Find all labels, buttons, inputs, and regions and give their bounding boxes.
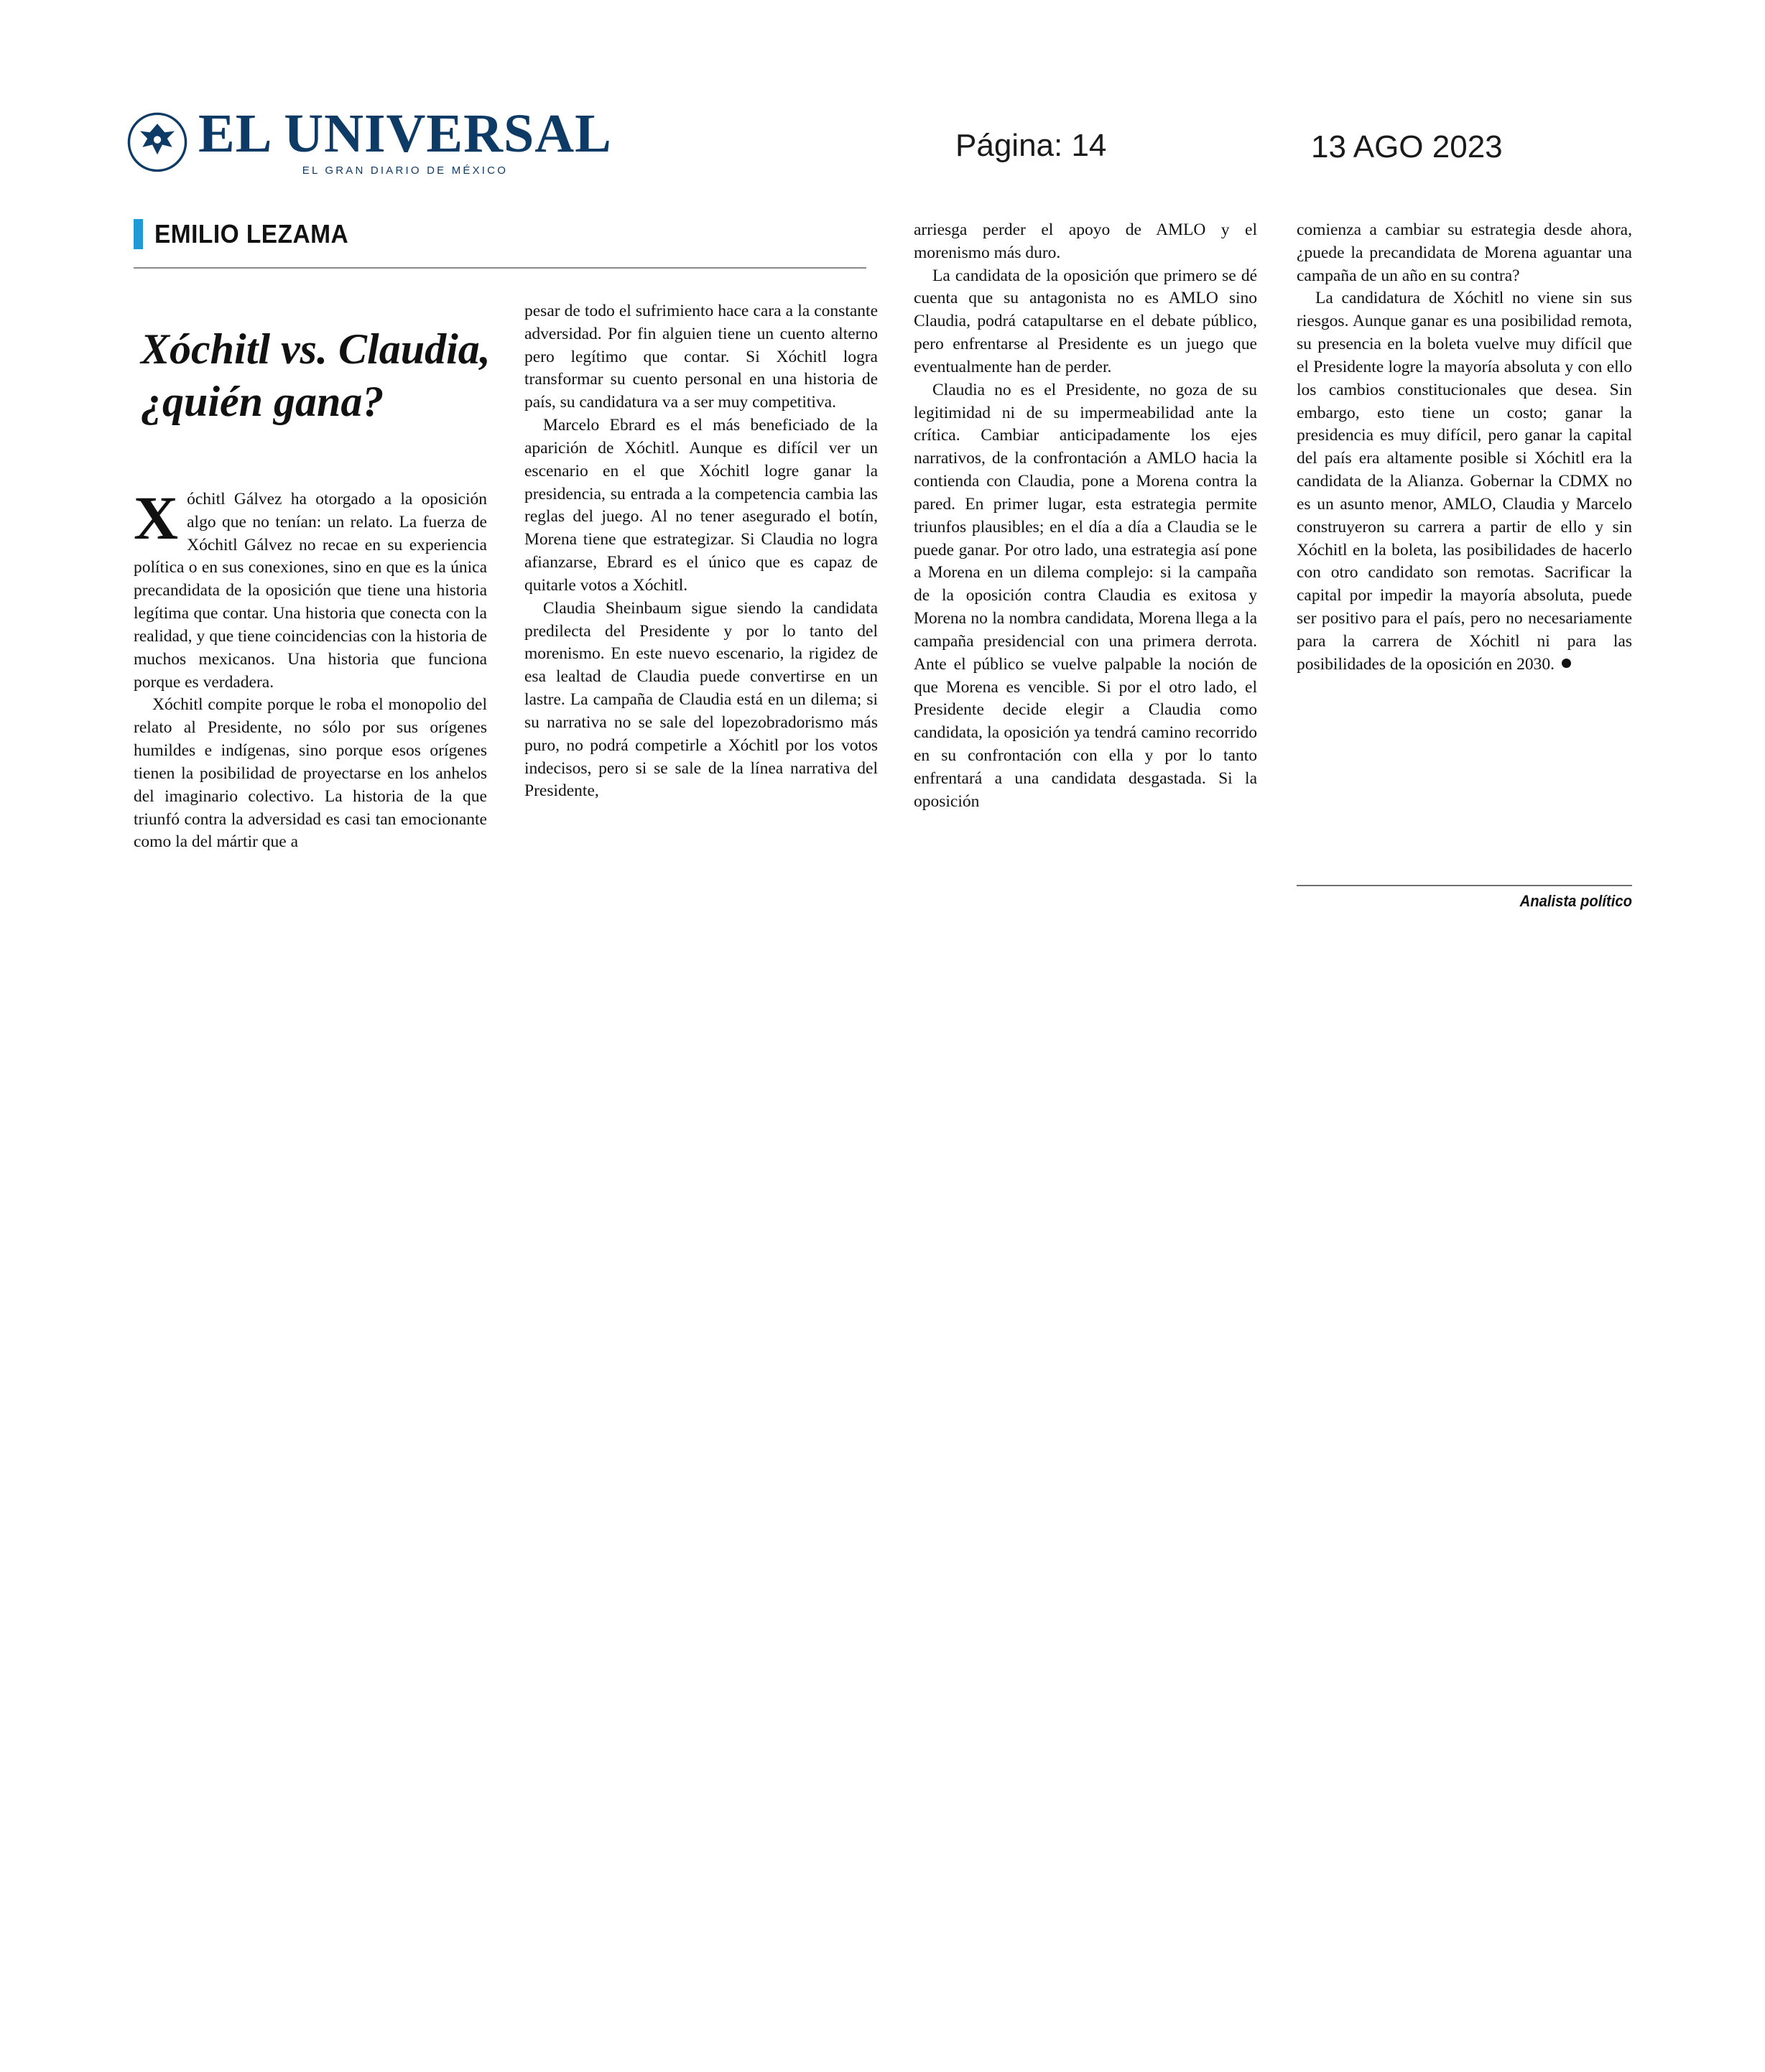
drop-cap: X — [134, 483, 179, 552]
publication-date: 13 AGO 2023 — [1311, 129, 1503, 164]
brand-subtitle: EL GRAN DIARIO DE MÉXICO — [302, 164, 509, 177]
brand-logo — [126, 103, 612, 177]
article-column-1 — [134, 483, 487, 854]
paragraph — [1297, 287, 1632, 676]
paragraph-text: La candidatura de Xóchitl no viene sin sus riesgos. Aunque ganar es una posibilidad remota, su presencia en la boleta vuelve muy difícil que el Presidente logre la mayoría absoluta y con ello los cambios constitucionales que desea. Sin embargo, esto tiene un costo; ganar la presidencia es muy difícil, pero ganar la capital del país era altamente posible si Xóchitl era la candidata de la Alianza. Gobernar la CDMX no es un asunto menor, AMLO, Claudia y Marcelo construyeron su carrera a partir de ello y sin Xóchitl en la boleta, las posibilidades de hacerlo con otro candidato son remotas. Sacrificar la capital por impedir la mayoría absoluta, puede ser positivo para el país, pero no necesariamente para la carrera de Xóchitl ni para las posibilidades de la oposición en 2030. — [1297, 289, 1632, 674]
paragraph — [134, 483, 487, 694]
brand-title: EL UNIVERSAL — [198, 103, 612, 164]
paragraph: comienza a cambiar su estrategia desde ahora, ¿puede la precandidata de Morena aguantar una campaña de un año en su contra? — [1297, 220, 1632, 285]
end-mark-icon — [1562, 659, 1571, 668]
paragraph: Marcelo Ebrard es el más beneficiado de la aparición de Xóchitl. Aunque es difícil ver un escenario en el que Xóchitl logre ganar la presidencia, su entrada a la competencia cambia las reglas del juego. Al no tener asegurado el botín, Morena tiene que estrategizar. Si Claudia no logra afianzarse, Ebrard es el único que es capaz de quitarle votos a Xóchitl. — [524, 416, 878, 595]
paragraph-text: óchitl Gálvez ha otorgado a la oposición algo que no tenían: un relato. La fuerza de Xóchitl Gálvez no recae en su experiencia política o en sus conexiones, sino en que es la única precandidata de la oposición que tiene una historia legítima que contar. Una historia que conecta con la realidad, y que tiene coincidencias con la historia de muchos mexicanos. Una historia que funciona porque es verdadera. — [134, 490, 487, 692]
eagle-emblem-icon — [126, 111, 188, 173]
paragraph: Claudia no es el Presidente, no goza de su legitimidad ni de su impermeabilidad ante la crítica. Cambiar anticipadamente los ejes narrativos, de la confrontación a AMLO hacia la contienda con Claudia, pone a Morena contra la pared. En primer lugar, esta estrategia permite triunfos plausibles; en el día a día a Claudia se le puede ganar. Por otro lado, una estrategia así pone a Morena en un dilema complejo: si la campaña de la oposición contra Claudia es exitosa y Morena no la nombra candidata, Morena llega a la campaña presidencial con una primera derrota. Ante el público se vuelve palpable la noción de que Morena es vencible. Si por el otro lado, el Presidente decide elegir a Claudia como candidata, la oposición ya tendrá camino recorrido en su confrontación con ella y por lo tanto enfrentará a una candidata desgastada. Si la oposición — [914, 380, 1257, 811]
page-number-label: Página: 14 — [955, 128, 1107, 163]
article-column-3 — [914, 219, 1257, 814]
paragraph: Xóchitl compite porque le roba el monopolio del relato al Presidente, no sólo por sus orígenes humildes e indígenas, sino porque esos orígenes tienen la posibilidad de proyectarse en los anhelos del imaginario colectivo. La historia de la que triunfó contra la adversidad es casi tan emocionante como la del mártir que a — [134, 695, 487, 852]
byline — [134, 219, 363, 249]
paragraph: La candidata de la oposición que primero se dé cuenta que su antagonista no es AMLO sino Claudia, podrá catapultarse en el debate público, pero enfrentarse al Presidente es un juego que eventualmente han de perder. — [914, 266, 1257, 376]
article-column-2 — [524, 300, 878, 803]
paragraph: Claudia Sheinbaum sigue siendo la candidata predilecta del Presidente y por lo tanto del morenismo. En este nuevo escenario, la rigidez de esa lealtad de Claudia puede convertirse en un lastre. La campaña de Claudia está en un dilema; si su narrativa no se sale del lopezobradorismo más puro, no podrá competirle a Xóchitl por los votos indecisos, pero si se sale de la línea narrativa del Presidente, — [524, 598, 878, 801]
masthead — [0, 50, 1765, 177]
author-name: EMILIO LEZAMA — [154, 219, 349, 248]
byline-accent-bar — [134, 219, 143, 249]
author-credit: Analista político — [1519, 892, 1632, 910]
page-title: Xóchitl vs. Claudia, ¿quién gana? — [141, 325, 491, 426]
byline-divider — [134, 267, 866, 269]
paragraph: arriesga perder el apoyo de AMLO y el morenismo más duro. — [914, 220, 1257, 262]
credit-divider — [1297, 885, 1632, 886]
paragraph: pesar de todo el sufrimiento hace cara a la constante adversidad. Por fin alguien tiene un cuento alterno pero legítimo que contar. Si Xóchitl logra transformar su cuento personal en una historia de país, su candidatura va a ser muy competitiva. — [524, 302, 878, 412]
article-column-4 — [1297, 219, 1632, 677]
